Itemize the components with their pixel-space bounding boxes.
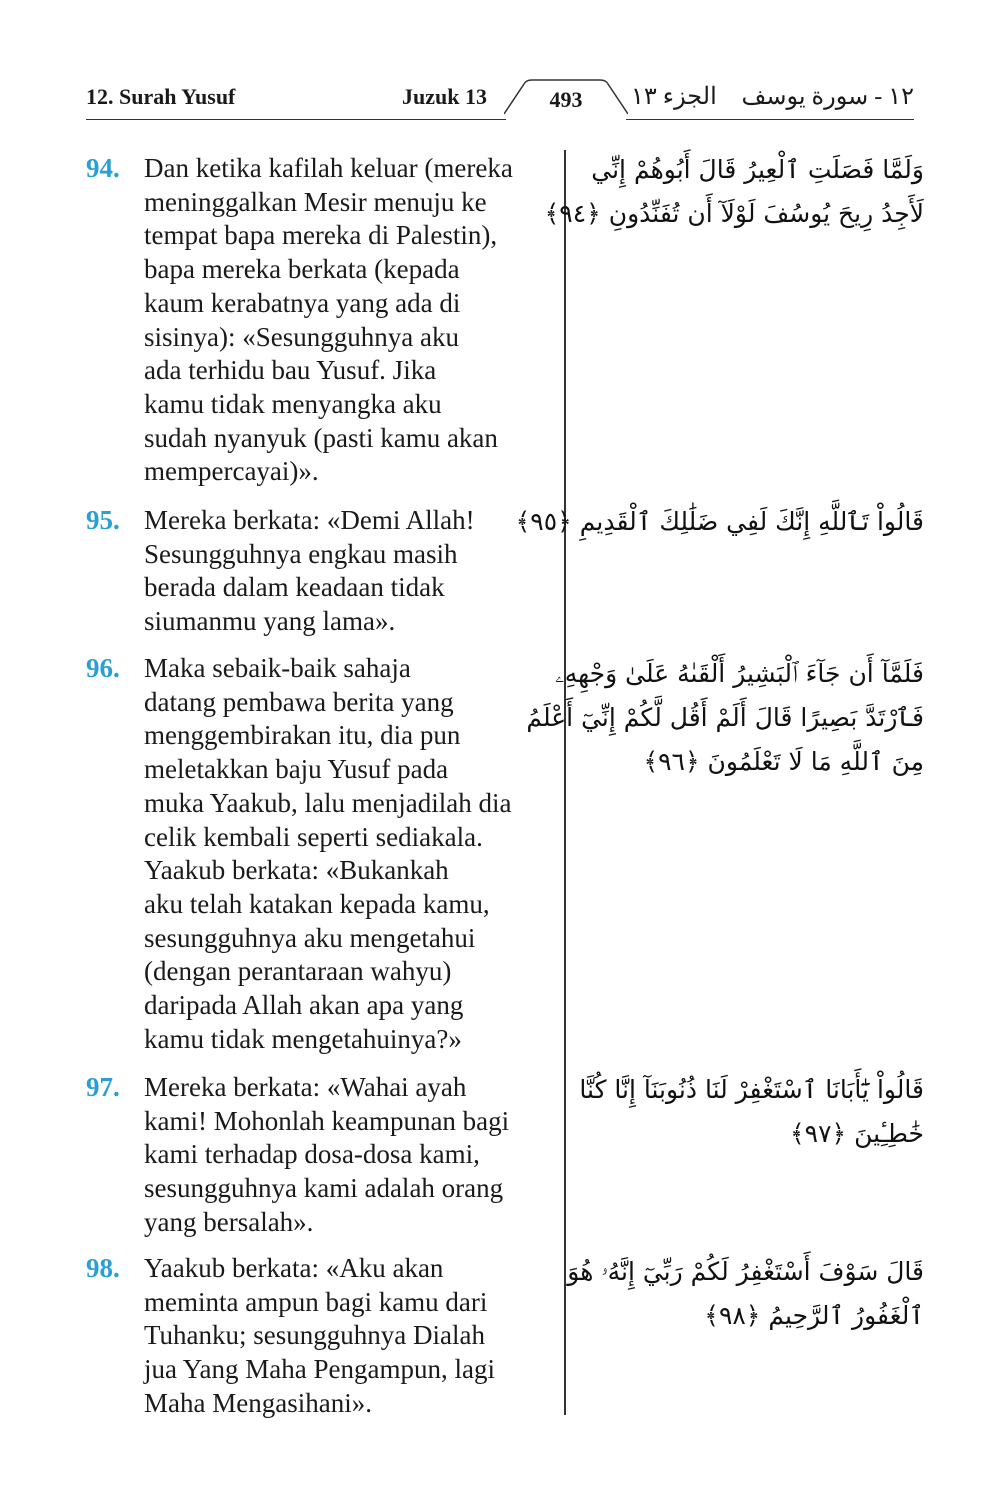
- header-rule-left: [86, 119, 506, 120]
- verse-number: 97.: [86, 1072, 120, 1102]
- arabic-line: قَالُواْ يَٰٓأَبَانَا ٱسْتَغْفِرْ لَنَا ذُنُوبَنَآ إِنَّا كُنَّا: [579, 1075, 924, 1104]
- arabic-line: فَٱرْتَدَّ بَصِيرًا قَالَ أَلَمْ أَقُل لَّكُمْ إِنِّيٓ أَعْلَمُ: [526, 703, 924, 732]
- verse-translation: Yaakub berkata: «Aku akan meminta ampun bagi kamu dari Tuhanku; sesungguhnya Dialah jua Yang Maha Pengampun, lagi Maha Mengasihani».: [144, 1253, 495, 1418]
- page-number-box: [516, 78, 616, 118]
- arabic-line: فَلَمَّآ أَن جَآءَ ٱلْبَشِيرُ أَلْقَىٰهُ عَلَىٰ وَجْهِهِۦ: [555, 659, 924, 688]
- verse-translation: Dan ketika kafilah keluar (mereka meninggalkan Mesir menuju ke tempat bapa mereka di Palestin), bapa mereka berkata (kepada kaum kerabatnya yang ada di sisinya): «Sesungguhnya aku ada terhidu bau Yusuf. Jika kamu tidak menyangka aku sudah nyanyuk (pasti kamu akan mempercayai)».: [144, 153, 513, 487]
- verse-number: 94.: [86, 153, 120, 183]
- arabic-verse-97: [579, 1068, 924, 1156]
- verse-95: [86, 504, 556, 639]
- surah-label: 12. Surah Yusuf: [86, 84, 236, 109]
- arabic-line: وَلَمَّا فَصَلَتِ ٱلْعِيرُ قَالَ أَبُوهُمْ إِنِّي: [591, 155, 924, 184]
- arabic-verse-94: [544, 148, 924, 236]
- verse-96: [86, 652, 556, 1056]
- arabic-verse-98: [567, 1250, 924, 1338]
- column-divider: [564, 150, 566, 1415]
- arabic-verse-95: [515, 500, 924, 544]
- verse-translation: Maka sebaik-baik sahaja datang pembawa berita yang menggembirakan itu, dia pun meletakkan baju Yusuf pada muka Yaakub, lalu menjadilah dia celik kembali seperti sediakala. Yaakub berkata: «Bukankah aku telah katakan kepada kamu, sesungguhnya aku mengetahui (dengan perantaraan wahyu) daripada Allah akan apa yang kamu tidak mengetahuinya?»: [144, 653, 512, 1054]
- arabic-line: قَالَ سَوْفَ أَسْتَغْفِرُ لَكُمْ رَبِّيٓ إِنَّهُۥ هُوَ: [567, 1257, 924, 1286]
- verse-94: [86, 152, 556, 489]
- verse-translation: Mereka berkata: «Wahai ayah kami! Mohonlah keampunan bagi kami terhadap dosa-dosa kami, sesungguhnya kami adalah orang yang bersalah».: [144, 1072, 510, 1237]
- verse-translation: Mereka berkata: «Demi Allah! Sesungguhnya engkau masih berada dalam keadaan tidak siumanmu yang lama».: [144, 505, 475, 637]
- arabic-line: ٱلْغَفُورُ ٱلرَّحِيمُ ﴿٩٨﴾: [704, 1301, 924, 1330]
- verse-number: 96.: [86, 653, 120, 683]
- verse-98: [86, 1252, 556, 1421]
- page-header: [86, 84, 914, 124]
- arabic-line: قَالُواْ تَٱللَّهِ إِنَّكَ لَفِي ضَلَٰلِكَ ٱلْقَدِيمِ ﴿٩٥﴾: [515, 507, 924, 536]
- arabic-juz-label: الجزء ١٣: [631, 84, 717, 110]
- arabic-line: لَأَجِدُ رِيحَ يُوسُفَ لَوْلَآ أَن تُفَنِّدُونِ ﴿٩٤﴾: [544, 199, 924, 228]
- arabic-line: خَٰطِـِٔينَ ﴿٩٧﴾: [790, 1119, 924, 1148]
- verse-number: 98.: [86, 1253, 120, 1283]
- verse-number: 95.: [86, 505, 120, 535]
- page-number: 493: [549, 87, 583, 112]
- header-rule-right: [626, 119, 914, 120]
- arabic-verse-96: [526, 652, 924, 784]
- arabic-line: مِنَ ٱللَّهِ مَا لَا تَعْلَمُونَ ﴿٩٦﴾: [643, 747, 924, 776]
- verse-97: [86, 1071, 556, 1240]
- arabic-surah-label: ١٢ - سورة يوسف: [741, 84, 914, 110]
- juzuk-label: Juzuk 13: [402, 84, 487, 109]
